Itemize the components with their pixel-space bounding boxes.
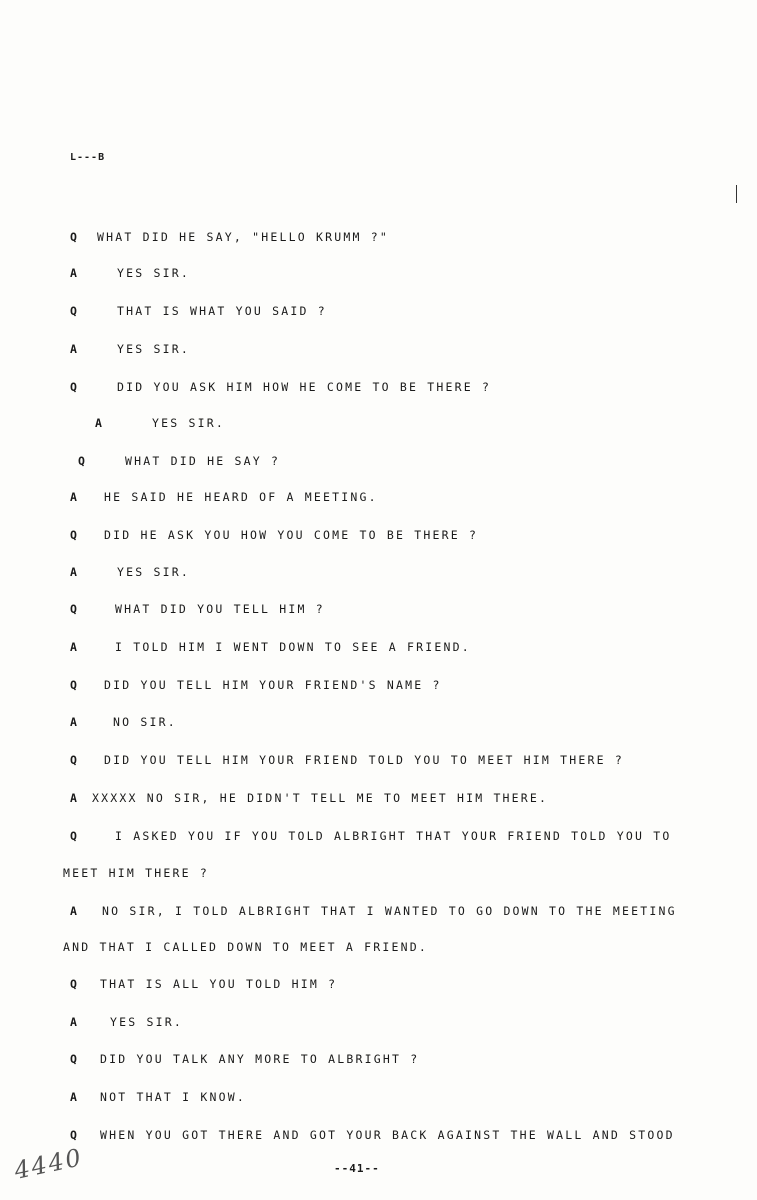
line-text: MEET HIM THERE ? bbox=[63, 866, 209, 880]
speaker-label: Q bbox=[70, 1128, 77, 1142]
line-text: NOT THAT I KNOW. bbox=[100, 1090, 246, 1104]
line-text: YES SIR. bbox=[110, 1015, 183, 1029]
line-text: I ASKED YOU IF YOU TOLD ALBRIGHT THAT YOUR FRIEND TOLD YOU TO bbox=[115, 829, 672, 843]
speaker-label: A bbox=[70, 640, 77, 654]
line-text: HE SAID HE HEARD OF A MEETING. bbox=[104, 490, 378, 504]
line-text: YES SIR. bbox=[117, 342, 190, 356]
speaker-label: A bbox=[95, 416, 102, 430]
speaker-label: Q bbox=[70, 977, 77, 991]
speaker-label: A bbox=[70, 715, 77, 729]
line-text: DID YOU TELL HIM YOUR FRIEND TOLD YOU TO MEET HIM THERE ? bbox=[104, 753, 625, 767]
line-text: YES SIR. bbox=[117, 266, 190, 280]
speaker-label: Q bbox=[70, 380, 77, 394]
speaker-label: A bbox=[70, 490, 77, 504]
line-text: YES SIR. bbox=[117, 565, 190, 579]
line-text: DID YOU TALK ANY MORE TO ALBRIGHT ? bbox=[100, 1052, 420, 1066]
speaker-label: Q bbox=[70, 602, 77, 616]
line-text: WHAT DID HE SAY, "HELLO KRUMM ?" bbox=[97, 230, 389, 244]
line-text: NO SIR, I TOLD ALBRIGHT THAT I WANTED TO GO DOWN TO THE MEETING bbox=[102, 904, 677, 918]
speaker-label: A bbox=[70, 1015, 77, 1029]
line-text: AND THAT I CALLED DOWN TO MEET A FRIEND. bbox=[63, 940, 428, 954]
speaker-label: Q bbox=[70, 1052, 77, 1066]
speaker-label: A bbox=[70, 904, 77, 918]
speaker-label: Q bbox=[70, 230, 77, 244]
line-text: DID YOU ASK HIM HOW HE COME TO BE THERE ? bbox=[117, 380, 492, 394]
header-code: L---B bbox=[70, 152, 106, 163]
line-text: XXXXX NO SIR, HE DIDN'T TELL ME TO MEET HIM THERE. bbox=[92, 791, 549, 805]
speaker-label: A bbox=[70, 791, 77, 805]
line-text: I TOLD HIM I WENT DOWN TO SEE A FRIEND. bbox=[115, 640, 471, 654]
speaker-label: Q bbox=[70, 528, 77, 542]
line-text: THAT IS WHAT YOU SAID ? bbox=[117, 304, 327, 318]
speaker-label: Q bbox=[70, 829, 77, 843]
speaker-label: Q bbox=[70, 753, 77, 767]
page-number: --41-- bbox=[334, 1162, 380, 1175]
line-text: THAT IS ALL YOU TOLD HIM ? bbox=[100, 977, 338, 991]
speaker-label: A bbox=[70, 565, 77, 579]
line-text: WHAT DID YOU TELL HIM ? bbox=[115, 602, 325, 616]
speaker-label: Q bbox=[78, 454, 85, 468]
speaker-label: A bbox=[70, 342, 77, 356]
line-text: DID YOU TELL HIM YOUR FRIEND'S NAME ? bbox=[104, 678, 442, 692]
speaker-label: Q bbox=[70, 678, 77, 692]
line-text: WHEN YOU GOT THERE AND GOT YOUR BACK AGAINST THE WALL AND STOOD bbox=[100, 1128, 675, 1142]
speaker-label: A bbox=[70, 1090, 77, 1104]
line-text: NO SIR. bbox=[113, 715, 177, 729]
margin-mark bbox=[736, 185, 737, 203]
line-text: DID HE ASK YOU HOW YOU COME TO BE THERE ? bbox=[104, 528, 479, 542]
speaker-label: Q bbox=[70, 304, 77, 318]
speaker-label: A bbox=[70, 266, 77, 280]
line-text: YES SIR. bbox=[152, 416, 225, 430]
line-text: WHAT DID HE SAY ? bbox=[125, 454, 281, 468]
handwritten-note: 4440 bbox=[11, 1143, 86, 1185]
